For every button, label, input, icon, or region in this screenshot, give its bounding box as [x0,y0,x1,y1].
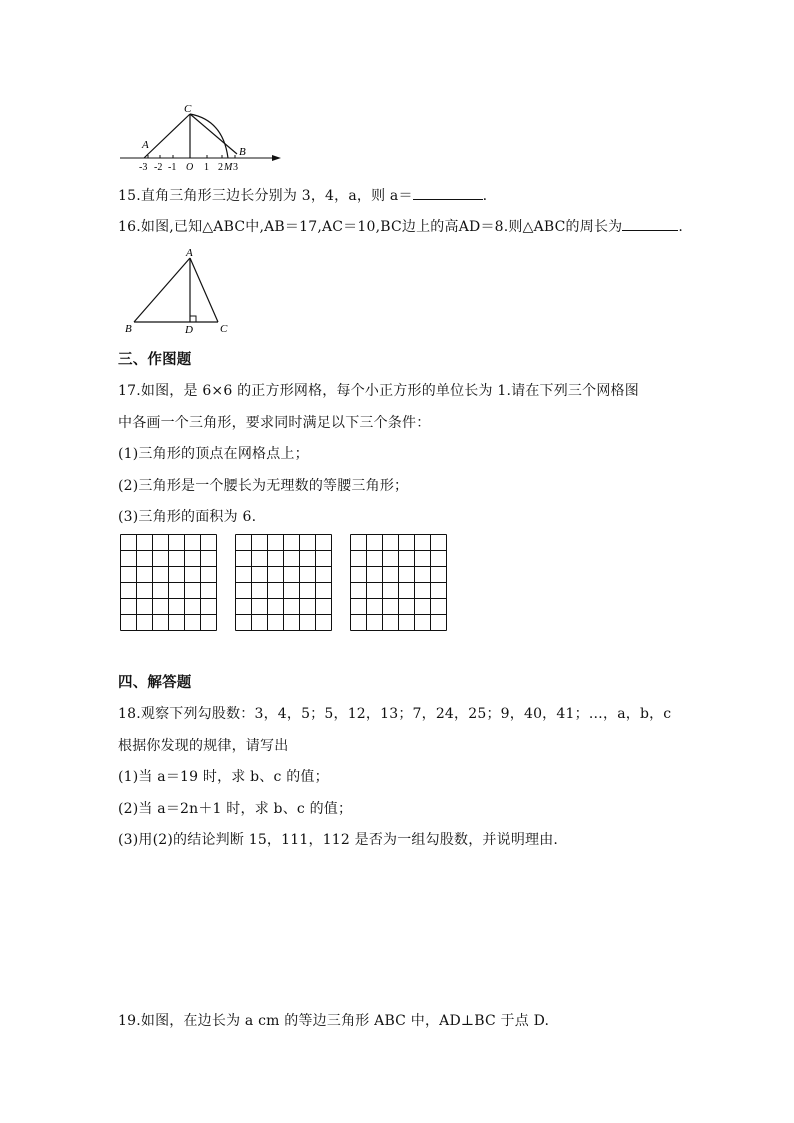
question-18-line-2: 根据你发现的规律，请写出 [118,738,289,754]
number-line-figure [115,100,290,175]
segment-ac [144,114,190,158]
tick-label-neg2: -2 [154,162,163,173]
tick-label-1: 1 [204,162,209,173]
tick-label-2: 2 [218,162,223,173]
label-a: A [142,139,149,151]
question-16 [118,217,683,236]
triangle-abc-figure [120,246,240,336]
question-15 [118,186,487,205]
question-17-condition-3: (3)三角形的面积为 6. [118,509,257,525]
question-18-part-1: (1)当 a＝19 时，求 b、c 的值； [118,769,329,785]
arc-cm [190,114,228,158]
question-18-line-1: 18.观察下列勾股数：3，4，5；5，12，13；7，24，25；9，40，41；…，a，b，c [118,706,672,722]
label-c: C [220,323,228,335]
label-d: D [185,324,193,336]
label-c: C [184,103,192,115]
side-ab [134,258,190,322]
question-19: 19.如图，在边长为 a cm 的等边三角形 ABC 中，AD⊥BC 于点 D. [118,1013,550,1029]
label-a: A [186,247,193,259]
tick-label-3: 3 [233,162,238,173]
grid-3[interactable] [350,534,447,631]
question-15-text: 15.直角三角形三边长分别为 3，4，a，则 a＝ [118,188,413,204]
question-18-part-2: (2)当 a＝2n＋1 时，求 b、c 的值； [118,801,353,817]
section-3-title: 三、作图题 [118,351,192,368]
tick-label-neg1: -1 [168,162,177,173]
answer-blank-15[interactable] [413,186,483,200]
side-ac [190,258,218,322]
label-b: B [125,323,132,335]
tick-label-neg3: -3 [139,162,148,173]
question-17-condition-1: (1)三角形的顶点在网格点上； [118,446,309,462]
segment-cb [190,114,237,154]
section-4-title: 四、解答题 [118,674,192,691]
question-16-end: . [678,219,683,235]
answer-blank-16[interactable] [622,217,678,231]
question-17-line-1: 17.如图，是 6×6 的正方形网格，每个小正方形的单位长为 1.请在下列三个网格图 [118,383,639,399]
question-17-line-2: 中各画一个三角形，要求同时满足以下三个条件： [118,415,431,431]
label-o: O [186,162,194,173]
question-17-condition-2: (2)三角形是一个腰长为无理数的等腰三角形； [118,478,409,494]
question-18-part-3: (3)用(2)的结论判断 15，111，112 是否为一组勾股数，并说明理由. [118,832,559,848]
axis-arrow-icon [272,155,281,161]
label-m: M [224,162,233,173]
question-16-text: 16.如图,已知△ABC中,AB＝17,AC＝10,BC边上的高AD＝8.则△ABC的周长为 [118,219,623,235]
label-b: B [239,146,246,158]
right-angle-mark [190,316,196,322]
grid-2[interactable] [235,534,332,631]
grid-1[interactable] [120,534,217,631]
question-15-end: . [482,188,488,204]
